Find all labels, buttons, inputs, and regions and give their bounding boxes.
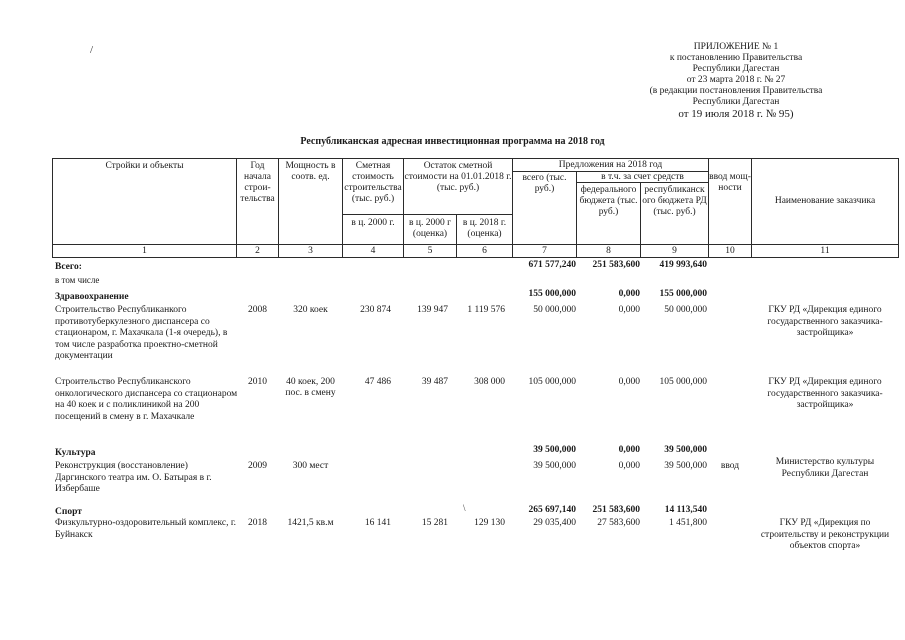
object-name: Реконструкция (восстановление) Даргинского театра им. О. Батырая в г. Избербаше <box>55 461 212 494</box>
header-republican: республиканск ого бюджета РД (тыс. руб.) <box>642 185 707 217</box>
section-total: 39 500,000 <box>533 445 576 455</box>
object-name: Строительство Республиканского онкологического диспансера со стационаром на 40 коек и с поликлиникой на 200 посещений в смену в г. Махачкале <box>55 377 238 422</box>
section-federal: 0,000 <box>618 445 640 455</box>
header-including: в т.ч. за счет средств <box>601 172 684 182</box>
total-republican: 419 993,640 <box>659 260 707 270</box>
appendix-line: к постановлению Правительства <box>669 53 803 63</box>
total-federal: 251 583,600 <box>592 260 640 270</box>
column-number: 4 <box>370 246 376 256</box>
proposal-federal: 0,000 <box>618 461 640 471</box>
appendix-line: Республики Дагестан <box>692 97 780 107</box>
remaining-2018: 308 000 <box>474 377 505 387</box>
appendix-header <box>621 42 851 120</box>
section-title: Культура <box>55 448 96 458</box>
column-number: 7 <box>542 246 547 256</box>
capacity: 320 коек <box>293 305 328 315</box>
header-capacity: Мощность в соотв. ед. <box>285 161 336 182</box>
section-republican: 39 500,000 <box>664 445 707 455</box>
header-proposals: Предложения на 2018 год <box>558 160 663 170</box>
appendix-line: ПРИЛОЖЕНИЕ № 1 <box>693 42 779 52</box>
customer-name: ГКУ РД «Дирекция по строительству и реконструкции объектов спорта» <box>760 518 890 551</box>
column-number: 6 <box>482 246 487 256</box>
header-remaining-cost: Остаток сметной стоимости на 01.01.2018 г. (тыс. руб.) <box>404 161 512 193</box>
column-number: 3 <box>308 246 313 256</box>
column-number: 2 <box>255 246 260 256</box>
start-year: 2008 <box>248 305 267 315</box>
section-federal: 0,000 <box>618 289 640 299</box>
commissioning: ввод <box>720 461 740 471</box>
remaining-2018: 129 130 <box>474 518 505 528</box>
proposal-republican: 105 000,000 <box>659 377 707 387</box>
proposal-federal: 0,000 <box>618 305 640 315</box>
start-year: 2018 <box>248 518 267 528</box>
column-number: 1 <box>142 246 147 256</box>
capacity: 40 коек, 200 пос. в смену <box>285 377 336 398</box>
header-cost-2000: в ц. 2000 г. <box>351 218 395 228</box>
header-federal: федерального бюджета (тыс. руб.) <box>579 185 638 217</box>
section-total: 265 697,140 <box>528 505 576 515</box>
start-year: 2009 <box>248 461 267 471</box>
column-number: 5 <box>427 246 433 256</box>
column-number: 10 <box>725 246 735 256</box>
customer-name: ГКУ РД «Дирекция единого государственного заказчика-застройщика» <box>767 305 883 338</box>
proposal-total: 105 000,000 <box>528 377 576 387</box>
header-estimated-cost: Сметная стоимость строительства (тыс. руб.) <box>344 161 402 204</box>
capacity: 1421,5 кв.м <box>287 518 334 528</box>
proposal-republican: 50 000,000 <box>664 305 707 315</box>
proposal-total: 29 035,400 <box>533 518 576 528</box>
scan-mark: / <box>90 44 94 56</box>
column-number: 9 <box>672 246 677 256</box>
proposal-republican: 1 451,800 <box>669 518 707 528</box>
appendix-line: от 23 марта 2018 г. № 27 <box>686 75 786 85</box>
capacity: 300 мест <box>292 461 329 471</box>
proposal-total: 39 500,000 <box>533 461 576 471</box>
section-title: Здравоохранение <box>55 292 129 302</box>
total-sublabel: в том числе <box>55 275 100 285</box>
start-year: 2010 <box>248 377 267 387</box>
scan-mark: \ <box>463 503 466 513</box>
remaining-2018: 1 119 576 <box>467 305 505 315</box>
header-remaining-2018: в ц. 2018 г. (оценка) <box>462 218 507 239</box>
section-republican: 155 000,000 <box>659 289 707 299</box>
total-value: 671 577,240 <box>528 260 576 270</box>
appendix-line: от 19 июля 2018 г. № 95) <box>678 108 794 120</box>
remaining-2000: 39 487 <box>421 377 448 387</box>
proposal-total: 50 000,000 <box>533 305 576 315</box>
header-remaining-2000: в ц. 2000 г (оценка) <box>409 218 451 239</box>
remaining-2000: 139 947 <box>417 305 448 315</box>
header-start-year: Год начала строи- тельства <box>240 161 275 204</box>
remaining-2000: 15 281 <box>421 518 448 528</box>
customer-name: ГКУ РД «Дирекция единого государственного заказчика-застройщика» <box>767 377 883 410</box>
section-title: Спорт <box>55 507 82 517</box>
total-label: Всего: <box>55 262 82 272</box>
proposal-republican: 39 500,000 <box>664 461 707 471</box>
appendix-line: Республики Дагестан <box>692 64 780 74</box>
appendix-line: (в редакции постановления Правительства <box>649 86 823 96</box>
object-name: Строительство Республиканкого противотуберкулезного диспансера со стационаром, г. Махачкала (1-я очередь), в том числе разработка проектно-сметной документации <box>55 305 228 361</box>
estimated-cost: 16 141 <box>364 518 391 528</box>
section-republican: 14 113,540 <box>664 505 707 515</box>
section-total: 155 000,000 <box>528 289 576 299</box>
column-number: 11 <box>820 246 830 256</box>
object-name: Физкультурно-оздоровительный комплекс, г. Буйнакск <box>55 518 237 540</box>
document-title: Республиканская адресная инвестиционная программа на 2018 год <box>300 136 605 147</box>
proposal-federal: 27 583,600 <box>597 518 640 528</box>
header-commissioning: ввод мощ- ности <box>709 172 751 193</box>
header-total: всего (тыс. руб.) <box>522 173 567 194</box>
section-federal: 251 583,600 <box>592 505 640 515</box>
column-number: 8 <box>606 246 611 256</box>
header-customer: Наименование заказчика <box>774 196 876 206</box>
customer-name: Министерство культуры Республики Дагестан <box>775 457 875 479</box>
header-objects: Стройки и объекты <box>105 161 184 171</box>
estimated-cost: 230 874 <box>360 305 391 315</box>
estimated-cost: 47 486 <box>364 377 391 387</box>
proposal-federal: 0,000 <box>618 377 640 387</box>
